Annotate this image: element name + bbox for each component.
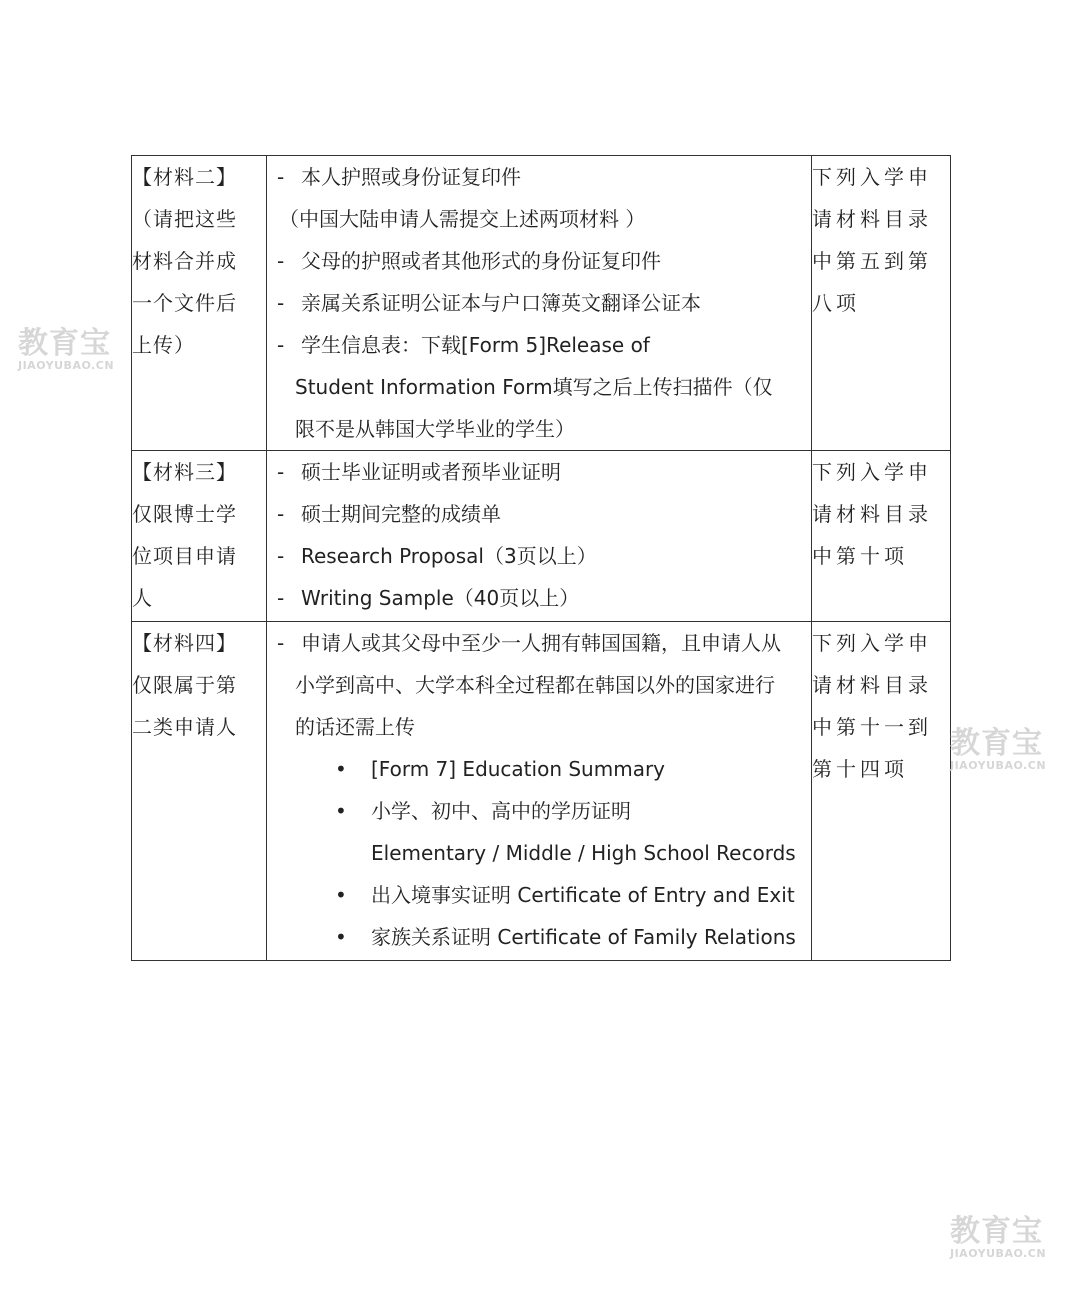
catalog-reference-cell [812,156,951,451]
sub-list-item: • 家族关系证明 Certificate of Family Relations [267,916,811,958]
reference-line: 下列入学申 [812,460,932,484]
reference-line: 第十四项 [812,757,908,781]
dash-bullet-icon: - [277,502,285,526]
list-item: - 学生信息表：下载[Form 5]Release of [267,324,811,366]
table-row-material-3 [132,451,951,622]
watermark-logo: 教育宝 JIAOYUBAO.CN [950,1214,1047,1260]
list-item: - 硕士期间完整的成绩单 [267,493,811,535]
label-line: 人 [132,586,153,610]
label-line: 仅限属于第 [132,673,237,697]
dash-bullet-icon: - [277,544,285,568]
catalog-reference-cell [812,622,951,961]
label-line: （请把这些 [132,207,237,231]
label-line: 【材料二】 [132,165,237,189]
dash-bullet-icon: - [277,586,285,610]
dot-bullet-icon: • [335,925,347,949]
label-line: 一个文件后 [132,291,237,315]
dash-bullet-icon: - [277,249,285,273]
reference-line: 中第十一到 [812,715,932,739]
list-item-continuation: Student Information Form填写之后上传扫描件（仅 [295,375,773,399]
label-line: 位项目申请 [132,544,237,568]
material-items-cell [267,451,812,622]
label-line: 【材料四】 [132,631,237,655]
dash-bullet-icon: - [277,460,285,484]
list-item-continuation: 的话还需上传 [295,715,415,739]
list-item: - 申请人或其父母中至少一人拥有韩国国籍，且申请人从 [267,622,811,664]
watermark-logo: 教育宝 JIAOYUBAO.CN [950,726,1047,772]
sub-list-item-continuation: Elementary / Middle / High School Records [371,841,796,865]
list-item: - 硕士毕业证明或者预毕业证明 [267,451,811,493]
list-item: - 本人护照或身份证复印件 [267,156,811,198]
label-line: 【材料三】 [132,460,237,484]
list-item: - Writing Sample（40页以上） [267,577,811,619]
reference-line: 八项 [812,291,860,315]
list-item: - 亲属关系证明公证本与户口簿英文翻译公证本 [267,282,811,324]
dash-bullet-icon: - [277,333,285,357]
label-line: 上传） [132,333,195,357]
materials-table [131,155,951,961]
label-line: 仅限博士学 [132,502,237,526]
watermark-logo: 教育宝 JIAOYUBAO.CN [18,326,115,372]
list-item-continuation: 小学到高中、大学本科全过程都在韩国以外的国家进行 [295,673,775,697]
material-label-cell [132,156,267,451]
dash-bullet-icon: - [277,291,285,315]
sub-list-item: • [Form 7] Education Summary [267,748,811,790]
list-item: - Research Proposal（3页以上） [267,535,811,577]
reference-line: 请材料目录 [812,207,932,231]
dot-bullet-icon: • [335,799,347,823]
material-label-cell [132,622,267,961]
dash-bullet-icon: - [277,165,285,189]
reference-line: 中第十项 [812,544,908,568]
catalog-reference-cell [812,451,951,622]
label-line: 二类申请人 [132,715,237,739]
reference-line: 下列入学申 [812,165,932,189]
list-item-continuation: 限不是从韩国大学毕业的学生） [295,417,575,441]
material-items-cell [267,622,812,961]
reference-line: 中第五到第 [812,249,932,273]
reference-line: 请材料目录 [812,673,932,697]
material-items-cell [267,156,812,451]
table-row-material-2 [132,156,951,451]
label-line: 材料合并成 [132,249,237,273]
item-note: （中国大陆申请人需提交上述两项材料 ） [279,207,646,231]
dot-bullet-icon: • [335,883,347,907]
sub-list-item: • 出入境事实证明 Certificate of Entry and Exit [267,874,811,916]
table-row-material-4 [132,622,951,961]
reference-line: 请材料目录 [812,502,932,526]
list-item: - 父母的护照或者其他形式的身份证复印件 [267,240,811,282]
sub-list-item: • 小学、初中、高中的学历证明 [267,790,811,832]
dot-bullet-icon: • [335,757,347,781]
dash-bullet-icon: - [277,631,285,655]
reference-line: 下列入学申 [812,631,932,655]
material-label-cell [132,451,267,622]
